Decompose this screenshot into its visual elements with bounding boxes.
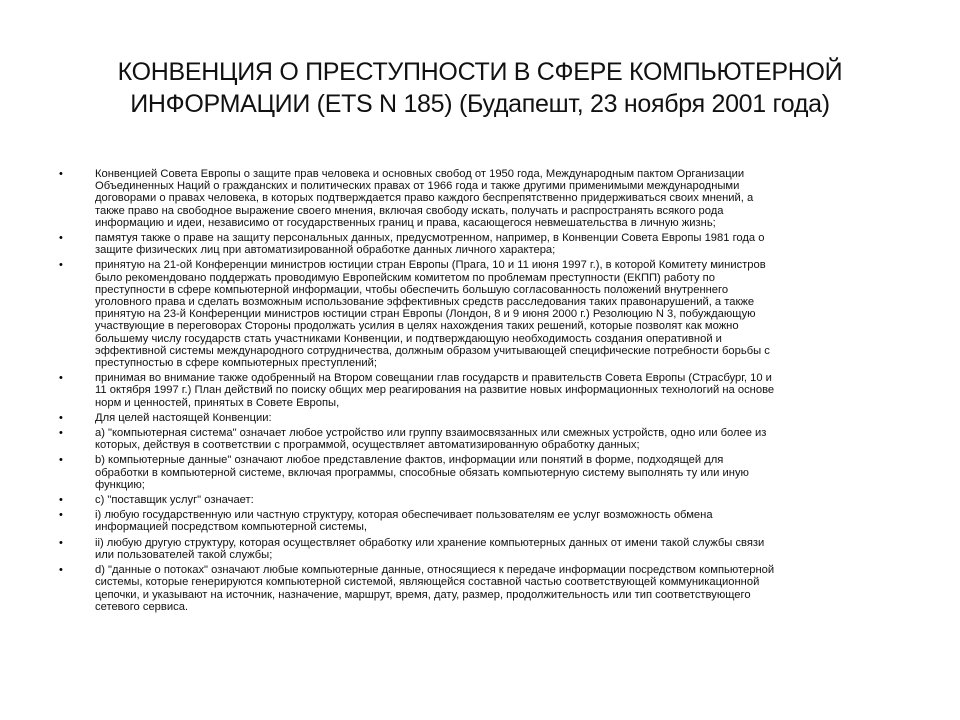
bullet-icon: • xyxy=(59,536,63,549)
slide-title-line-2: ИНФОРМАЦИИ (ETS N 185) (Будапешт, 23 ноября 2001 года) xyxy=(130,90,830,118)
list-item xyxy=(57,494,907,506)
text-line: Объединенных Наций о гражданских и политических правах от 1966 года и также другими применимыми международными xyxy=(95,180,740,193)
text-line: большему числу государств стать участниками Конвенции, и подтверждающую необходимость создания оперативной и xyxy=(95,332,722,345)
bullet-list xyxy=(57,168,907,616)
text-line: преступностью в сфере компьютерных преступлений; xyxy=(95,357,377,370)
list-item-text xyxy=(95,372,907,409)
text-line: которых, действуя в соответствии с программой, осуществляет автоматизированную обработку данных; xyxy=(95,439,640,452)
text-line: b) компьютерные данные" означают любое представление фактов, информации или понятий в форме, подходящей для xyxy=(95,454,724,467)
list-item xyxy=(57,232,907,256)
text-line: системы, которые генерируются компьютерной системой, являющейся составной частью соответствующей коммуникационной xyxy=(95,576,760,589)
list-item-text xyxy=(95,509,907,533)
text-line: участвующие в переговорах Стороны продолжать усилия в целях нахождения таких решений, которые позволят как можно xyxy=(95,320,739,333)
list-item xyxy=(57,412,907,424)
list-item xyxy=(57,509,907,533)
list-item-text xyxy=(95,412,907,424)
bullet-icon: • xyxy=(59,232,63,245)
bullet-icon: • xyxy=(59,411,63,424)
list-item xyxy=(57,427,907,451)
text-line: было рекомендовано поддержать проводимую Европейским комитетом по проблемам преступности (ЕКПП) работу по xyxy=(95,271,715,284)
text-line: i) любую государственную или частную структуру, которая обеспечивает пользователям ее услуг возможность обмена xyxy=(95,509,713,522)
slide-title-line-1: КОНВЕНЦИЯ О ПРЕСТУПНОСТИ В СФЕРЕ КОМПЬЮТЕРНОЙ xyxy=(117,58,843,86)
list-item xyxy=(57,564,907,613)
text-line: преступности в сфере компьютерной информации, чтобы обеспечить большую согласованность положений внутреннего xyxy=(95,283,729,296)
text-line: цепочки, и указывают на источник, назначение, маршрут, время, дату, размер, продолжительность или тип соответствующего xyxy=(95,588,751,601)
text-line: норм и ценностей, принятых в Совете Европы, xyxy=(95,396,340,409)
list-item-text xyxy=(95,168,907,229)
list-item-text xyxy=(95,537,907,561)
bullet-icon: • xyxy=(59,564,63,577)
text-line: c) "поставщик услуг" означает: xyxy=(95,494,254,507)
list-item-text xyxy=(95,259,907,369)
slide-title xyxy=(60,56,900,120)
bullet-icon: • xyxy=(59,372,63,385)
bullet-icon: • xyxy=(59,454,63,467)
list-item xyxy=(57,168,907,229)
text-line: функцию; xyxy=(95,478,145,491)
text-line: сетевого сервиса. xyxy=(95,600,189,613)
text-line: принимая во внимание также одобренный на Втором совещании глав государств и правительств Совета Европы (Страсбург, 10 и xyxy=(95,372,772,385)
text-line: договорами о правах человека, в которых подтверждается право каждого беспрепятственно придерживаться своих мнений, а xyxy=(95,192,754,205)
list-item-text xyxy=(95,427,907,451)
text-line: эффективной системы международного сотрудничества, должным образом учитывающей специфические потребности борьбы с xyxy=(95,344,770,357)
text-line: памятуя также о праве на защиту персональных данных, предусмотренном, например, в Конвенции Совета Европы 1981 года о xyxy=(95,232,765,245)
text-line: 11 октября 1997 г.) План действий по поиску общих мер реагирования на развитие новых информационных технологий на основе xyxy=(95,384,775,397)
text-line: принятую на 23-й Конференции министров юстиции стран Европы (Лондон, 8 и 9 июня 2000 г.) Резолюцию N 3, побуждающую xyxy=(95,308,756,321)
text-line: уголовного права и сделать возможным использование эффективных средств расследования таких правонарушений, а также xyxy=(95,296,755,309)
list-item xyxy=(57,259,907,369)
list-item-text xyxy=(95,564,907,613)
text-line: информацией посредством компьютерной системы, xyxy=(95,521,368,534)
text-line: также право на свободное выражение своего мнения, включая свободу искать, получать и распространять всякого рода xyxy=(95,204,724,217)
text-line: Для целей настоящей Конвенции: xyxy=(95,411,272,424)
text-line: принятую на 21-ой Конференции министров юстиции стран Европы (Прага, 10 и 11 июня 1997 г.), в которой Комитету министров xyxy=(95,259,766,272)
list-item-text xyxy=(95,454,907,491)
text-line: ii) любую другую структуру, которая осуществляет обработку или хранение компьютерных данных от имени такой службы связи xyxy=(95,536,765,549)
list-item-text xyxy=(95,232,907,256)
list-item xyxy=(57,454,907,491)
bullet-icon: • xyxy=(59,427,63,440)
list-item xyxy=(57,537,907,561)
text-line: информацию и идеи, независимо от государственных границ и права, касающегося невмешательства в личную жизнь; xyxy=(95,216,716,229)
text-line: или пользователей такой службы; xyxy=(95,548,273,561)
text-line: защите физических лиц при автоматизированной обработке данных личного характера; xyxy=(95,244,556,257)
bullet-icon: • xyxy=(59,494,63,507)
text-line: обработки в компьютерной системе, включая программы, способные обязать компьютерную систему выполнять ту или иную xyxy=(95,466,749,479)
list-item-text xyxy=(95,494,907,506)
bullet-icon: • xyxy=(59,259,63,272)
bullet-icon: • xyxy=(59,168,63,180)
text-line: d) "данные о потоках" означают любые компьютерные данные, относящиеся к передаче информации посредством компьютерной xyxy=(95,564,775,577)
list-item xyxy=(57,372,907,409)
bullet-icon: • xyxy=(59,509,63,522)
text-line: a) "компьютерная система" означает любое устройство или группу взаимосвязанных или смежных устройств, одно или более из xyxy=(95,427,767,440)
text-line: Конвенцией Совета Европы о защите прав человека и основных свобод от 1950 года, Международным пактом Организации xyxy=(95,168,745,180)
